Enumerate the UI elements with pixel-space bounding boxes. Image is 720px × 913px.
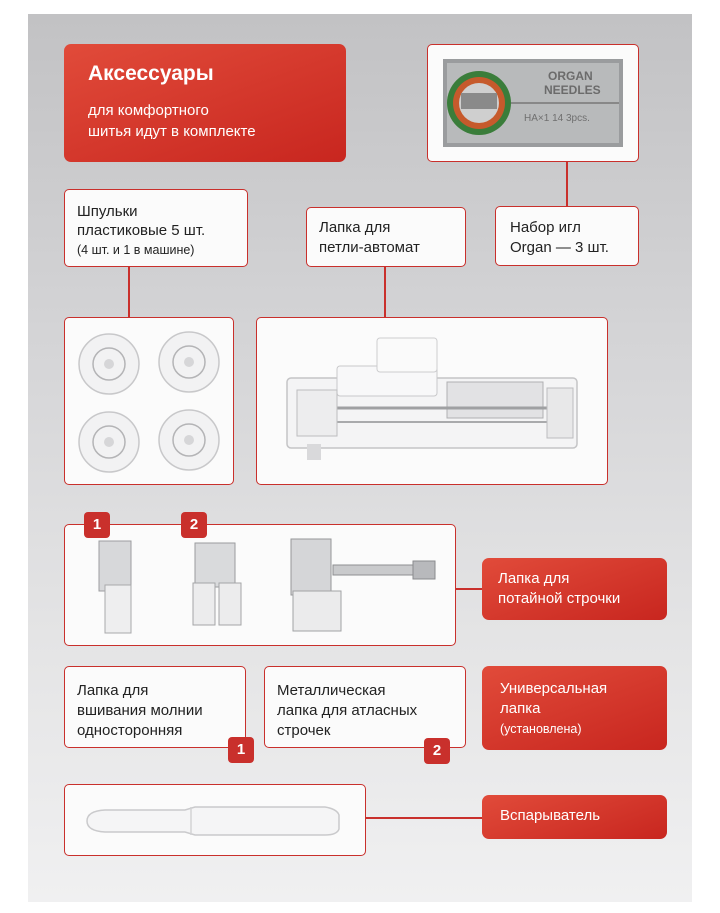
blind-hem-title-1: Лапка для — [498, 570, 570, 587]
bobbins-label — [64, 189, 248, 267]
universal-foot-label — [482, 666, 667, 750]
universal-title-2: лапка — [500, 700, 541, 717]
zipper-title-2: вшивания молнии — [77, 702, 203, 719]
bobbins-note: (4 шт. и 1 в машине) — [77, 243, 195, 257]
needles-title-1: Набор игл — [510, 219, 581, 236]
seam-ripper-label — [482, 795, 667, 839]
connector-blindhem — [456, 588, 482, 590]
zipper-foot-label — [64, 666, 246, 748]
badge-2-bottom: 2 — [424, 738, 450, 764]
buttonhole-foot-image — [256, 317, 608, 485]
bobbins-title-1: Шпульки — [77, 203, 138, 220]
page-title: Аксессуары — [88, 62, 214, 85]
needles-label — [495, 206, 639, 266]
connector-buttonhole — [384, 267, 386, 317]
header-banner — [64, 44, 346, 162]
presser-feet-image — [64, 524, 456, 646]
presser-feet-illustration — [65, 525, 457, 647]
blind-hem-foot-label — [482, 558, 667, 620]
page-subtitle-line2: шитья идут в комплекте — [88, 123, 256, 140]
needle-pack-image — [427, 44, 639, 162]
satin-title-3: строчек — [277, 722, 331, 739]
blind-hem-title-2: потайной строчки — [498, 590, 621, 607]
needle-brand-1: ORGAN — [548, 69, 593, 83]
buttonhole-foot-label — [306, 207, 466, 267]
needle-pack-illustration — [443, 59, 623, 147]
needle-spec: HA×1 14 3pcs. — [524, 113, 590, 124]
connector-bobbins — [128, 267, 130, 317]
seam-ripper-image — [64, 784, 366, 856]
bobbins-title-2: пластиковые 5 шт. — [77, 222, 206, 239]
satin-title-1: Металлическая — [277, 682, 386, 699]
bobbins-illustration — [65, 318, 235, 486]
universal-note: (установлена) — [500, 722, 582, 736]
zipper-title-3: односторонняя — [77, 722, 183, 739]
badge-1-bottom: 1 — [228, 737, 254, 763]
buttonhole-title-2: петли-автомат — [319, 239, 420, 256]
needles-title-2: Organ — 3 шт. — [510, 239, 609, 256]
buttonhole-title-1: Лапка для — [319, 219, 391, 236]
satin-title-2: лапка для атласных — [277, 702, 418, 719]
buttonhole-foot-illustration — [257, 318, 609, 486]
connector-needles — [566, 162, 568, 206]
connector-ripper — [366, 817, 482, 819]
page-subtitle-line1: для комфортного — [88, 102, 209, 119]
universal-title-1: Универсальная — [500, 680, 608, 697]
needle-brand-2: NEEDLES — [544, 83, 601, 97]
badge-1-top: 1 — [84, 512, 110, 538]
zipper-title-1: Лапка для — [77, 682, 149, 699]
satin-foot-label — [264, 666, 466, 748]
seam-ripper-illustration — [65, 785, 367, 857]
seam-ripper-title: Вспарыватель — [500, 807, 601, 824]
badge-2-top: 2 — [181, 512, 207, 538]
bobbins-image — [64, 317, 234, 485]
